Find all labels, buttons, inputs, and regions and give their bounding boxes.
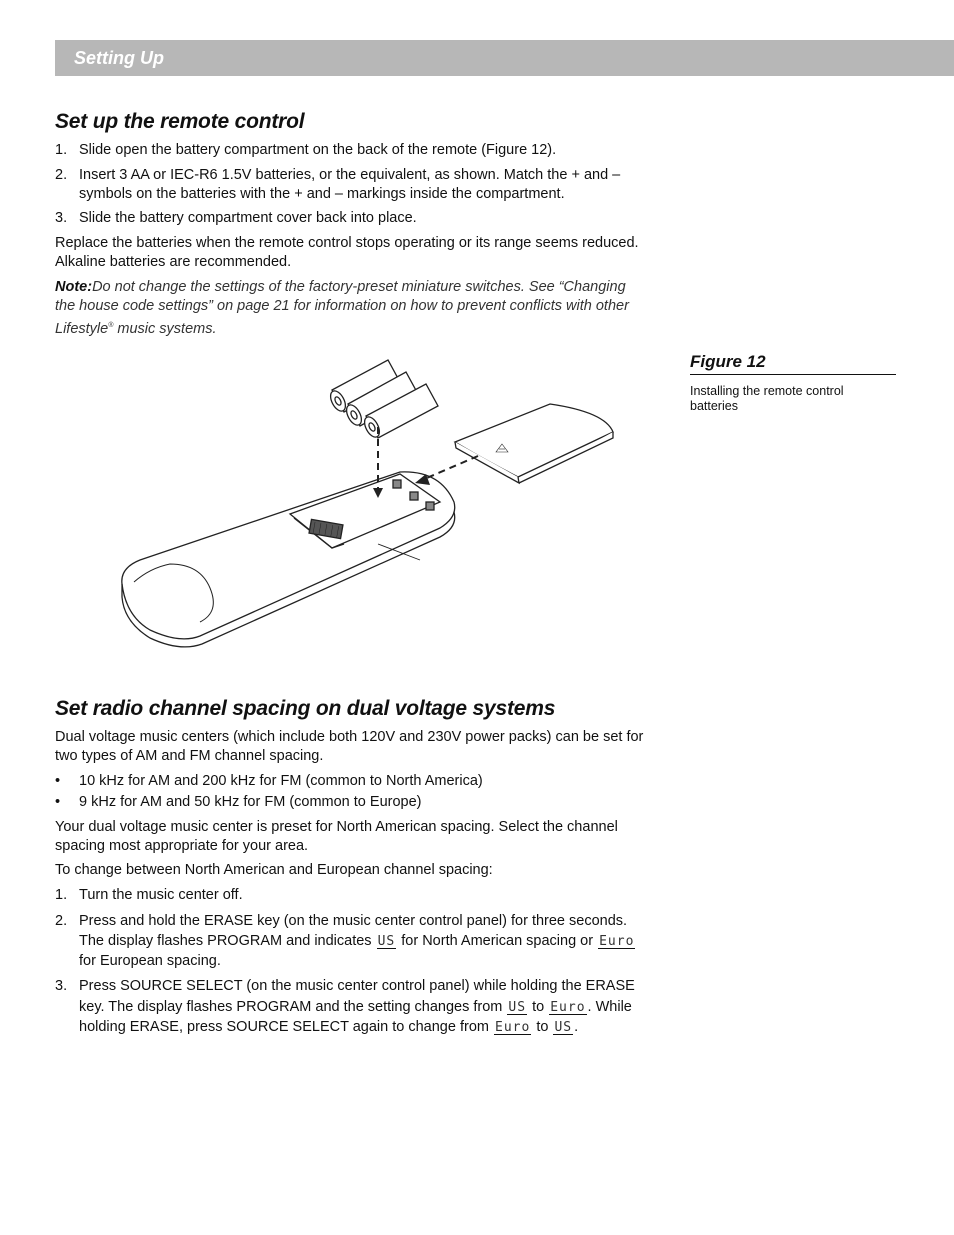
section-title: Setting Up <box>74 48 164 68</box>
section-header-bar <box>55 40 954 76</box>
step-text: symbols on the batteries with the + and – markings inside the compartment. <box>79 186 565 202</box>
note-line: Do not change the settings of the factory-preset miniature switches. See “Changing <box>92 279 626 295</box>
step-number: 2. <box>55 913 68 929</box>
radio-step-2 <box>55 911 675 971</box>
step-text: Slide open the battery compartment on the back of the remote (Figure 12). <box>79 142 557 158</box>
paragraph-line: Your dual voltage music center is preset for North American spacing. Select the channel <box>55 819 618 835</box>
bullet-item <box>55 772 675 791</box>
note-line: the house code settings” on page 21 for information on how to prevent conflicts with other <box>55 298 629 314</box>
step-number: 2. <box>55 167 68 183</box>
paragraph-line: Alkaline batteries are recommended. <box>55 254 292 270</box>
step-text: key. The display flashes PROGRAM and the setting changes from <box>79 998 507 1015</box>
remote-control-illustration <box>122 472 455 647</box>
note-line: music systems. <box>113 320 217 337</box>
remote-section <box>55 110 675 134</box>
step-text: Turn the music center off. <box>79 887 243 903</box>
lcd-us: US <box>508 999 527 1015</box>
radio-section <box>55 697 675 721</box>
bullet-item <box>55 793 675 812</box>
lcd-euro: Euro <box>495 1020 531 1035</box>
step-text: Slide the battery compartment cover back into place. <box>79 210 417 226</box>
caption-line: batteries <box>690 399 738 413</box>
bullet-text: 10 kHz for AM and 200 kHz for FM (common to North America) <box>79 773 483 789</box>
note-line: Lifestyle <box>55 320 109 337</box>
figure-caption <box>690 384 896 414</box>
step-text: The display flashes PROGRAM and indicates <box>79 933 376 949</box>
radio-intro <box>55 728 675 766</box>
battery-cover-illustration <box>455 404 613 477</box>
bullet-text: 9 kHz for AM and 50 kHz for FM (common to Europe) <box>79 794 422 810</box>
step-text: . <box>574 1019 579 1035</box>
step-text: for European spacing. <box>79 953 221 969</box>
remote-step-1 <box>55 141 675 160</box>
paragraph-line: Dual voltage music centers (which include both 120V and 230V power packs) can be set for <box>55 729 644 745</box>
change-intro <box>55 861 675 880</box>
caption-line: Installing the remote control <box>690 384 844 398</box>
step-text: Press SOURCE SELECT (on the music center control panel) while holding the ERASE <box>79 978 635 994</box>
bullet: • <box>55 773 61 789</box>
remote-heading: Set up the remote control <box>55 110 305 133</box>
lcd-euro: Euro <box>599 934 635 949</box>
paragraph-line: To change between North American and European channel spacing: <box>55 862 493 878</box>
step-text: Press and hold the ERASE key (on the music center control panel) for three seconds. <box>79 913 628 929</box>
bullet: • <box>55 794 61 810</box>
radio-step-1 <box>55 886 675 905</box>
figure-title: Figure 12 <box>690 352 896 375</box>
step-text: for North American spacing or <box>397 933 598 949</box>
lcd-us: US <box>554 1020 573 1035</box>
paragraph-line: two types of AM and FM channel spacing. <box>55 748 324 764</box>
remote-battery-illustration <box>110 352 630 652</box>
preset-paragraph <box>55 818 675 856</box>
step-text: holding ERASE, press SOURCE SELECT again to change from <box>79 1019 493 1035</box>
lcd-us: US <box>377 934 396 949</box>
step-number: 1. <box>55 887 68 903</box>
step-number: 3. <box>55 978 68 994</box>
step-number: 1. <box>55 142 68 158</box>
paragraph-line: Replace the batteries when the remote control stops operating or its range seems reduced. <box>55 235 639 251</box>
battery-paragraph <box>55 234 675 272</box>
step-text: to <box>532 1019 553 1035</box>
radio-heading: Set radio channel spacing on dual voltage systems <box>55 697 556 720</box>
note-paragraph <box>55 278 675 339</box>
registered-mark: ® <box>108 322 114 329</box>
lcd-euro: Euro <box>550 999 586 1015</box>
step-text: Insert 3 AA or IEC-R6 1.5V batteries, or the equivalent, as shown. Match the + and – <box>79 167 621 183</box>
remote-step-2 <box>55 166 675 204</box>
step-number: 3. <box>55 210 68 226</box>
remote-step-3 <box>55 209 675 228</box>
step-text: . While <box>587 998 632 1015</box>
step-text: to <box>528 998 549 1015</box>
radio-step-3 <box>55 976 675 1038</box>
paragraph-line: spacing most appropriate for your area. <box>55 838 309 854</box>
note-label: Note: <box>55 279 93 295</box>
